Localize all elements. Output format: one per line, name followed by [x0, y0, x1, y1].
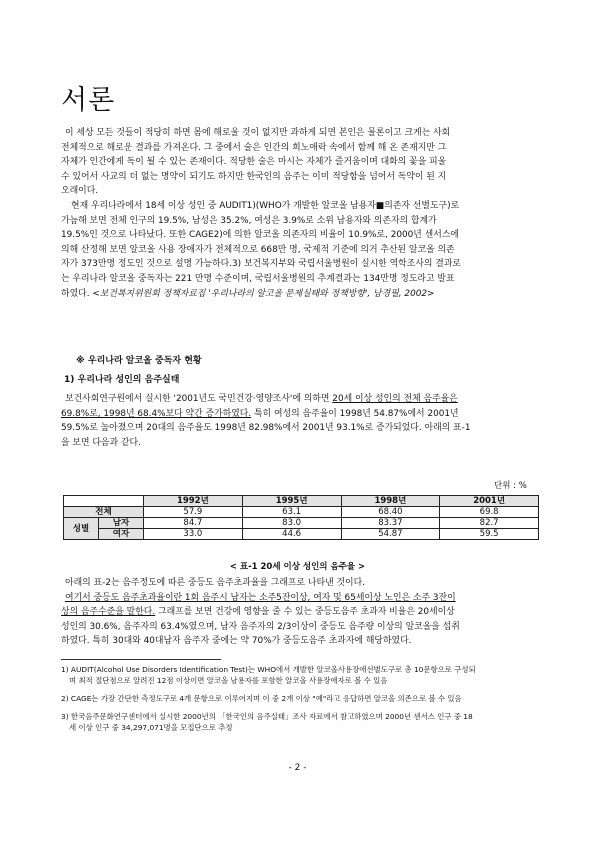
table-header: 1998년 [341, 496, 440, 507]
text-line [61, 591, 542, 606]
table-caption: < 표-1 20세 이상 성인의 음주율 > [229, 562, 366, 572]
footnote-1 [61, 664, 542, 686]
intro-paragraph-1 [61, 126, 542, 199]
text-line: 을 보면 다음과 같다. [61, 437, 141, 448]
text-line: 가늠해 보면 전체 인구의 19.5%, 남성은 35.2%, 여성은 3.9%로 소위 남용자와 의존자의 합계가 [61, 215, 437, 226]
underlined-text: 여기서 중등도 음주초과율이란 1회 음주시 남자는 소주5잔이상, 여자 및 65세이상 노인은 소주 3잔이 [65, 592, 456, 603]
text-line [61, 392, 542, 407]
table-row [64, 518, 539, 529]
footnote-line: 2) CAGE는 가장 간단한 측정도구로 4개 문항으로 이루어지며 이 중 2개 이상 "예"라고 응답하면 알코올 의존으로 볼 수 있음 [61, 694, 462, 703]
text-line: 자가 373만명 정도인 것으로 설명 가능하다.3) 보건복지부와 국립서울병원이 실시한 역학조사의 결과로 [61, 259, 462, 270]
table-cell: 57.9 [144, 507, 243, 518]
page-number: - 2 - [288, 763, 307, 773]
footnote-2 [61, 693, 542, 704]
footnote-line: 1) AUDIT(Alcohol Use Disorders Identification Test)는 WHO에서 개발한 알코올사용장애선별도구로 총 10문항으로 구성되 [61, 665, 476, 674]
text-line: 전체적으로 해로운 결과를 가져온다. 그 중에서 술은 인간의 희노애락 속에서 함께 해 온 존재지만 그 [61, 142, 447, 153]
row-label-female: 여자 [99, 529, 144, 540]
table-cell: 69.8 [440, 507, 539, 518]
table-cell: 63.1 [242, 507, 341, 518]
text-line: 성인의 30.6%, 음주자의 63.4%였으며, 남자 음주자의 2/3이상이 중등도 음주량 이상의 알코올을 섭취 [61, 621, 460, 632]
row-label-total: 전체 [64, 507, 144, 518]
text-line [61, 287, 542, 302]
table-header: 1992년 [144, 496, 243, 507]
text-line: 19.5%인 것으로 나타났다. 또한 CAGE2)에 의한 알코올 의존자의 비율이 10.9%로, 2000년 센서스에 [61, 230, 459, 241]
footnote-3 [61, 711, 542, 733]
footnote-line: 3) 한국음주문화연구센터에서 실시한 2000년의 「한국인의 음주실태」조사 자료에서 참고하였으며 2000년 센서스 인구 중 18 [61, 712, 473, 721]
section-title: ※ 우리나라 알코올 중독자 현황 [76, 356, 202, 366]
text-line [61, 605, 542, 620]
text-fragment: 하였다. [61, 288, 90, 299]
drinking-rate-table [63, 495, 539, 540]
table-header: 1995년 [242, 496, 341, 507]
footnote-line: 며 최적 절단점으로 알려진 12점 이상이면 알코올 남용자를 포함한 알코올 사용장애자로 볼 수 있음 [69, 676, 388, 685]
table-cell: 33.0 [144, 529, 243, 540]
page-title: 서론 [61, 85, 116, 116]
text-line: 이 세상 모든 것들이 적당히 하면 몸에 해로울 것이 없지만 과하게 되면 본인은 물론이고 크게는 사회 [65, 128, 451, 138]
text-fragment: 보건사회연구원에서 실시한 '2001년도 국민건강·영양조사'에 의하면 [65, 394, 333, 404]
underlined-text: 69.8%로, 1998년 68.4%보다 약간 증가하였다. [61, 408, 252, 419]
table-header-row [64, 496, 539, 507]
text-line: 는 우리나라 알코올 중독자는 221 만명 수준이며, 국립서울병원의 추계결과는 134만명 정도라고 발표 [61, 273, 455, 284]
table-cell: 82.7 [440, 518, 539, 529]
underlined-text: 상의 음주수준을 말한다. [61, 607, 156, 618]
body-paragraph-2 [61, 576, 542, 649]
table-cell: 68.40 [341, 507, 440, 518]
text-line [61, 407, 542, 422]
text-line: 오래이다. [61, 186, 99, 197]
footnote-line: 세 이상 인구 중 34,297,071명을 모집단으로 추정 [69, 723, 233, 732]
underlined-text: 20세 이상 성인의 전체 음주율은 [332, 394, 458, 404]
row-label-male: 남자 [99, 518, 144, 529]
table-header: 2001년 [440, 496, 539, 507]
text-fragment: 특히 여성의 음주율이 1998년 54.87%에서 2001년 [251, 408, 459, 419]
text-line: 자체가 인간에게 독이 될 수 있는 존재이다. 적당한 술은 마시는 자체가 즐거움이며 대화의 꽃을 피울 [61, 157, 447, 168]
unit-label: 단위 : % [494, 481, 527, 491]
text-line: 의해 산정해 보면 알코올 사용 장애자가 전체적으로 668만 명, 국제적 기준에 의거 추산된 알코올 의존 [61, 244, 455, 255]
table-corner-cell [64, 496, 144, 507]
table-cell: 59.5 [440, 529, 539, 540]
subsection-title: 1) 우리나라 성인의 음주실태 [64, 375, 180, 385]
text-line: 수 있어서 사교의 더 없는 명약이 되기도 하지만 한국인의 음주는 이미 적당함을 넘어서 독약이 된 지 [61, 171, 447, 182]
text-line: 아래의 표-2는 음주정도에 따른 중등도 음주초과율을 그래프로 나타낸 것이다. [65, 578, 366, 588]
footnote-divider [61, 659, 221, 660]
row-group-gender: 성별 [64, 518, 99, 540]
table-row [64, 529, 539, 540]
source-citation: <보건복지위원회 정책자료집 '우리나라의 알코올 문제실태와 정책방향', 남경필, 2002> [92, 288, 435, 299]
text-line: 59.5%로 높아졌으며 20대의 음주율도 1998년 82.98%에서 2001년 93.1%로 증가되었다. 아래의 표-1 [61, 423, 471, 434]
intro-paragraph-2 [61, 199, 542, 301]
text-line: 현재 우리나라에서 18세 이상 성인 중 AUDIT1)(WHO가 개발한 알코올 남용자■의존자 선별도구)로 [71, 201, 460, 211]
text-fragment: 그래프를 보면 건강에 영향을 줄 수 있는 중등도음주 초과자 비율은 20세이상 [155, 607, 455, 618]
table-cell: 84.7 [144, 518, 243, 529]
text-line: 하였다. 특히 30대와 40대남자 음주자 중에는 약 70%가 중등도음주 초과자에 해당하였다. [61, 636, 412, 647]
table-row [64, 507, 539, 518]
table-cell: 83.0 [242, 518, 341, 529]
table-cell: 83.37 [341, 518, 440, 529]
table-cell: 44.6 [242, 529, 341, 540]
body-paragraph-1 [61, 392, 542, 450]
table-cell: 54.87 [341, 529, 440, 540]
